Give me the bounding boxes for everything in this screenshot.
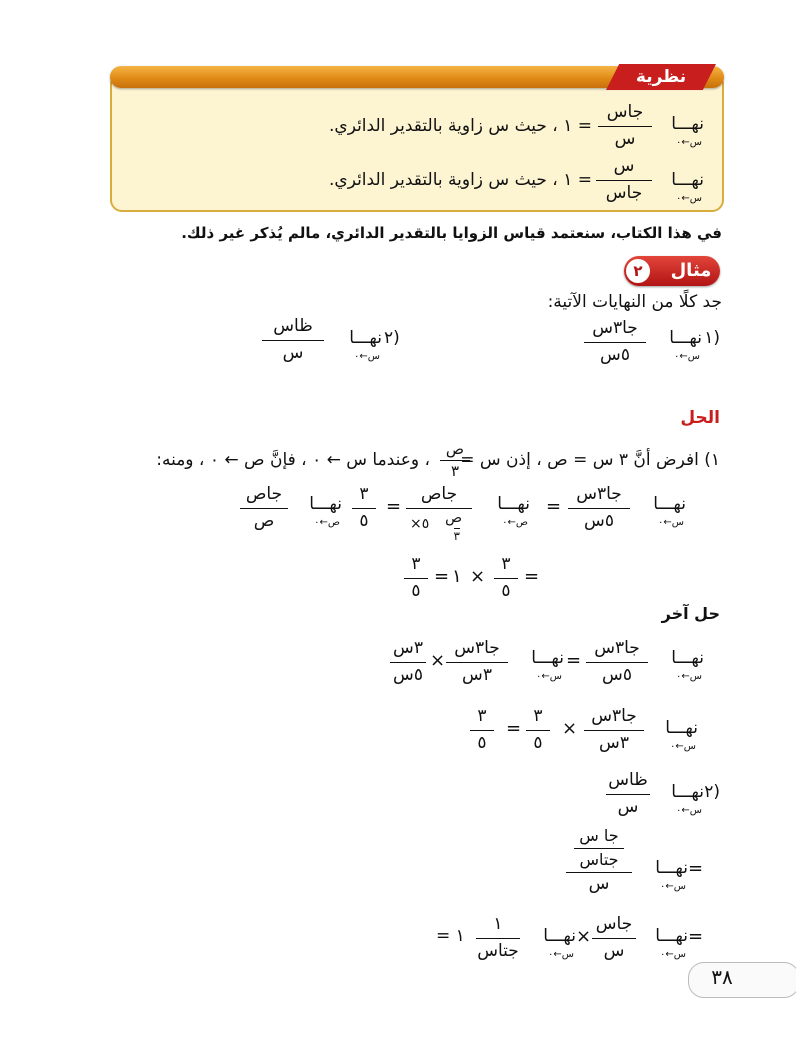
r1-equals-2: = xyxy=(386,496,402,517)
theorem-line1-text: = ١ ، حيث س زاوية بالتقدير الدائري. xyxy=(328,116,592,136)
r1-equals-1: = xyxy=(546,496,562,517)
theorem-line2-text: = ١ ، حيث س زاوية بالتقدير الدائري. xyxy=(328,170,592,190)
part2-number: ٢) xyxy=(704,782,720,802)
page-number: ٣٨ xyxy=(711,965,733,989)
step1-fraction: ص ٣ xyxy=(440,440,470,486)
p4-result: = ١ xyxy=(436,926,465,946)
a2-fraction-2: ٣ ٥ xyxy=(526,706,550,756)
step1-text: ١) افرض أنَّ ٣ س = ص ، إذن س = xyxy=(460,450,720,470)
r1-fraction-4: جاص ص xyxy=(240,484,288,534)
r2-equals-2: = xyxy=(434,566,450,587)
a2-fraction-3: ٣ ٥ xyxy=(470,706,494,756)
r1-fraction-2: جاص ص ٥× ٣ xyxy=(406,484,472,546)
r2-fraction-2: ٣ ٥ xyxy=(404,554,428,604)
p4-fraction-2: ١ جتاس xyxy=(477,914,519,961)
r1-fraction-3: ٣ ٥ xyxy=(352,484,376,534)
a2-fraction-1: جا٣س ٣س xyxy=(584,706,644,756)
item1-fraction: جا٣س ٥س xyxy=(584,318,646,368)
theorem-line1-fraction: جاس س xyxy=(598,102,652,152)
item2-fraction: ظاس س xyxy=(262,316,324,366)
r2-one: ١ xyxy=(452,566,462,587)
solution-heading: الحل xyxy=(680,408,720,428)
a1-equals: = xyxy=(566,650,582,671)
question-instruction: جد كلًا من النهايات الآتية: xyxy=(547,292,722,312)
p4-times: × xyxy=(576,926,592,947)
a2-times: × xyxy=(562,718,578,739)
item2-number: ٢) xyxy=(384,328,400,348)
p2-fraction: ظاس س xyxy=(606,770,650,820)
p4-equals: = xyxy=(688,926,704,947)
a1-fraction-1: جا٣س ٥س xyxy=(586,638,648,688)
a1-fraction-3: ٣س ٥س xyxy=(390,638,426,688)
note-text: في هذا الكتاب، سنعتمد قياس الزوايا بالتقدير الدائري، مالم يُذكر غير ذلك. xyxy=(181,224,722,242)
theorem-label: نظرية xyxy=(635,67,687,87)
a1-fraction-2: جا٣س ٣س xyxy=(446,638,508,688)
r2-equals: = xyxy=(524,566,540,587)
a2-equals: = xyxy=(506,718,522,739)
step1-text-2: ، وعندما س ← ٠ ، فإنَّ ص ← ٠ ، ومنه: xyxy=(156,450,430,470)
theorem-line2-fraction: س جاس xyxy=(596,156,652,206)
p4-fraction-1: جاس س xyxy=(592,914,636,964)
p3-equals: = xyxy=(688,858,704,879)
r1-fraction-1: جا٣س ٥س xyxy=(568,484,630,534)
r2-fraction-1: ٣ ٥ xyxy=(494,554,518,604)
r2-times: × xyxy=(470,566,486,587)
example-label: مثال xyxy=(670,260,712,281)
a1-times: × xyxy=(430,650,446,671)
example-number-badge: ٢ xyxy=(626,259,650,283)
item1-number: ١) xyxy=(704,328,720,348)
alt-solution-heading: حل آخر xyxy=(661,604,720,623)
p3-compound-fraction: جا س جتاس س xyxy=(566,826,632,896)
